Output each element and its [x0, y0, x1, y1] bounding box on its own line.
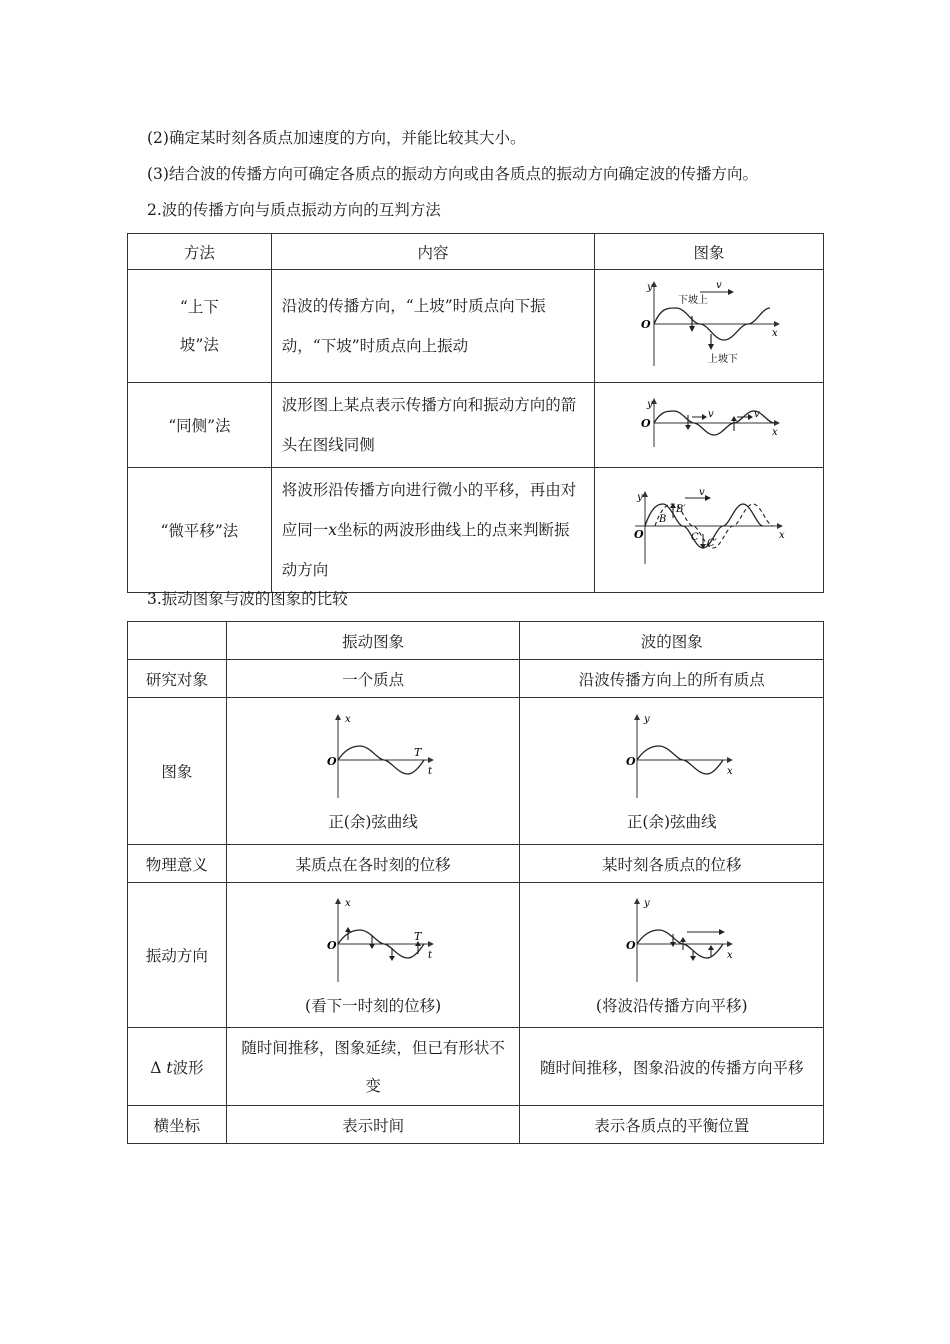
method-shift-cell: “微平移”法 [128, 468, 272, 593]
content-shift [271, 468, 594, 593]
content-shift-x: x [328, 521, 338, 539]
row-dt-t: t [166, 1058, 173, 1077]
row-dt-label [128, 1028, 227, 1106]
row-graph-vib-caption: 正(余)弦曲线 [328, 813, 418, 831]
wave2-axis-label: y [643, 898, 650, 909]
fig3-c-label: C [691, 532, 699, 543]
row-dt-delta: Δ [150, 1058, 162, 1077]
row-direction-vib-caption: (看下一时刻的位移) [305, 997, 442, 1015]
wave-graph-figure [607, 710, 737, 802]
vib-t-label: t [428, 766, 433, 777]
header-content: 内容 [271, 234, 594, 270]
wave2-x-label: x [726, 950, 733, 961]
wave-origin-label: O [625, 755, 636, 768]
header-vibration: 振动图象 [226, 622, 520, 660]
row-direction-vib-cell [226, 883, 520, 1028]
figure-updown-cell [595, 270, 824, 383]
row-abscissa-wave: 表示各质点的平衡位置 [520, 1106, 824, 1144]
vib-period-label: T [414, 746, 422, 759]
content-sameside: 波形图上某点表示传播方向和振动方向的箭头在图线同侧 [271, 383, 594, 468]
row-object-label: 研究对象 [128, 660, 227, 698]
header-method: 方法 [128, 234, 272, 270]
paragraph-2: (2)确定某时刻各质点加速度的方向，并能比较其大小。 [147, 129, 526, 147]
row-meaning-label: 物理意义 [128, 845, 227, 883]
wave2-origin-label: O [625, 939, 636, 952]
vibration-direction-figure [308, 894, 438, 986]
fig2-v1-label: v [708, 409, 714, 420]
row-direction-wave-caption: (将波沿传播方向平移) [595, 997, 748, 1015]
header-wave: 波的图象 [520, 622, 824, 660]
row-meaning-vib: 某质点在各时刻的位移 [226, 845, 520, 883]
method-updown-cell [128, 270, 272, 383]
wave-x-label: x [726, 766, 733, 777]
fig3-x-label: x [779, 530, 785, 541]
fig3-origin-label: O [634, 528, 644, 541]
method-updown-b: 坡”法 [179, 336, 219, 354]
method-sameside-cell: “同侧”法 [128, 383, 272, 468]
fig1-origin-label: O [641, 318, 651, 331]
vibration-graph-figure [308, 710, 438, 802]
fig3-bprime-label: B′ [676, 504, 686, 515]
row-abscissa-label: 横坐标 [128, 1106, 227, 1144]
methods-table [127, 233, 824, 593]
fig1-down-up-label: 下坡上 [678, 295, 709, 306]
row-dt-wave: 随时间推移，图象沿波的传播方向平移 [520, 1028, 824, 1106]
vib2-t-label: t [428, 950, 433, 961]
wave-direction-figure [607, 894, 737, 986]
row-graph-wave-cell [520, 698, 824, 845]
figure-sameside-cell [595, 383, 824, 468]
figure-shift-cell [595, 468, 824, 593]
row-graph-label: 图象 [128, 698, 227, 845]
fig3-b-label: B [659, 514, 667, 525]
vib2-origin-label: O [327, 939, 337, 952]
heading-section-3: 3.振动图象与波的图象的比较 [147, 590, 348, 608]
wave-axis-label: y [643, 714, 650, 725]
row-object-vib: 一个质点 [226, 660, 520, 698]
fig1-x-label: x [772, 328, 778, 339]
header-empty [128, 622, 227, 660]
row-abscissa-vib: 表示时间 [226, 1106, 520, 1144]
row-graph-wave-caption: 正(余)弦曲线 [626, 813, 717, 831]
fig2-v2-label: v [754, 409, 760, 420]
content-shift-a: 将波形沿传播方向进行微小的平移，再由对应同一 [281, 481, 577, 539]
vib-origin-label: O [327, 755, 337, 768]
heading-section-2: 2.波的传播方向与质点振动方向的互判方法 [147, 201, 441, 219]
row-object-wave: 沿波传播方向上的所有质点 [520, 660, 824, 698]
vib2-axis-label: x [345, 898, 351, 909]
sameside-wave-figure [634, 395, 784, 451]
content-updown: 沿波的传播方向，“上坡”时质点向下振动，“下坡”时质点向上振动 [271, 270, 594, 383]
row-dt-suffix: 波形 [172, 1058, 204, 1077]
fig3-v-label: v [699, 488, 705, 498]
content-shift-b: 坐标的两波形曲线上的点来判断振动方向 [281, 521, 570, 579]
updown-wave-figure [634, 278, 784, 370]
paragraph-3: (3)结合波的传播方向可确定各质点的振动方向或由各质点的振动方向确定波的传播方向。 [147, 165, 758, 183]
comparison-table [127, 621, 824, 1144]
row-graph-vib-cell [226, 698, 520, 845]
fig1-y-label: y [647, 282, 653, 293]
fig1-v-label: v [716, 280, 722, 291]
fig3-cprime-label: C′ [707, 538, 717, 549]
row-meaning-wave: 某时刻各质点的位移 [520, 845, 824, 883]
shift-wave-figure [631, 488, 787, 568]
fig2-x-label: x [772, 427, 778, 438]
header-figure: 图象 [595, 234, 824, 270]
vib-axis-label: x [345, 714, 351, 725]
row-direction-wave-cell [520, 883, 824, 1028]
fig2-y-label: y [647, 399, 653, 410]
fig3-y-label: y [637, 492, 643, 503]
method-updown-a: “上下 [179, 298, 219, 316]
fig1-up-down-label: 上坡下 [708, 354, 739, 365]
row-dt-vib: 随时间推移，图象延续，但已有形状不变 [226, 1028, 520, 1106]
vib2-period-label: T [414, 930, 422, 943]
fig2-origin-label: O [641, 417, 651, 430]
row-direction-label: 振动方向 [128, 883, 227, 1028]
